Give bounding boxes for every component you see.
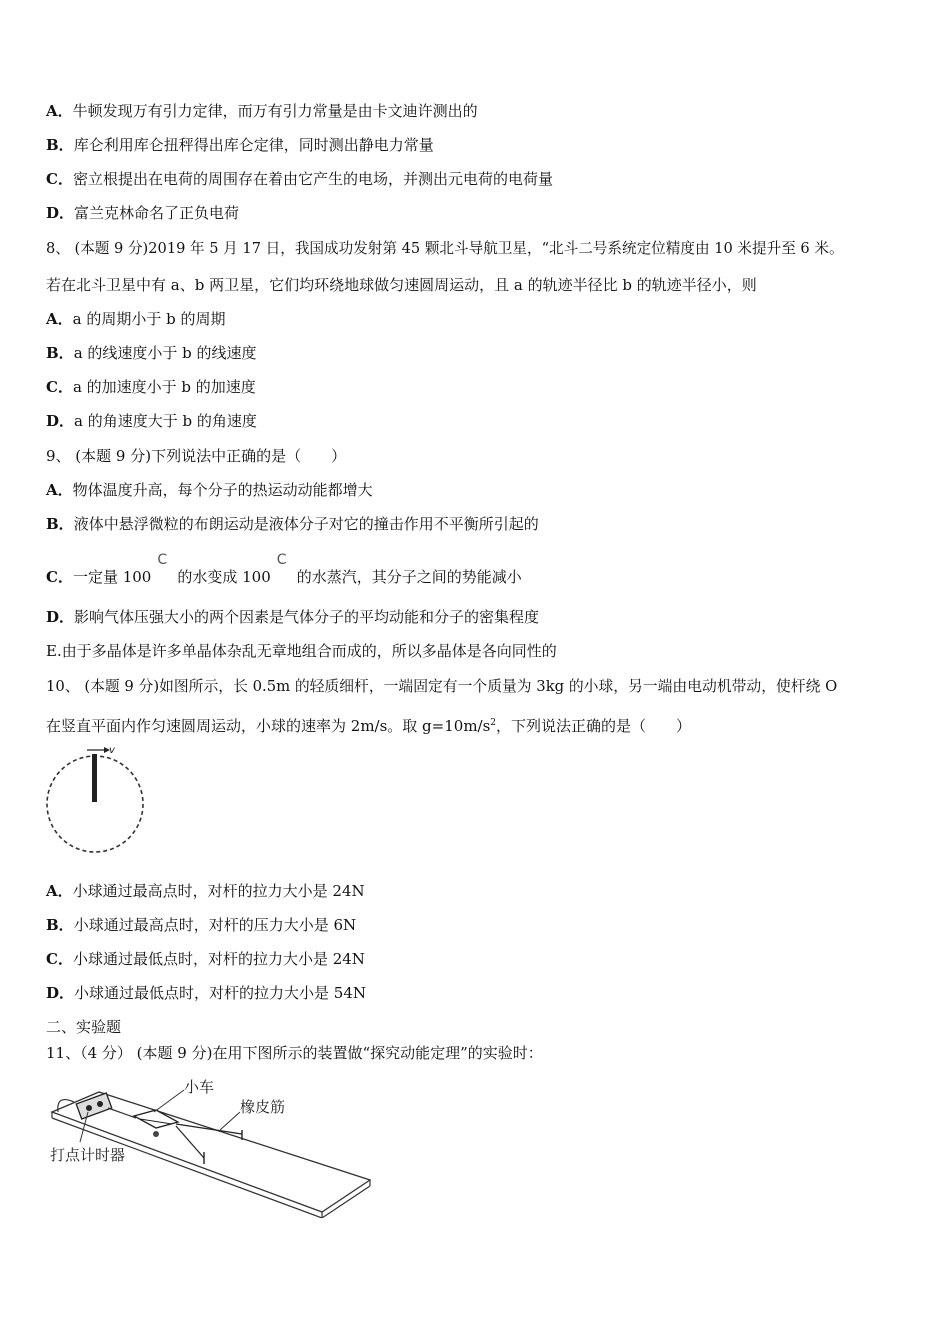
q8-stem-line2: 若在北斗卫星中有 a、b 两卫星，它们均环绕地球做匀速圆周运动，且 a 的轨迹半径比 b 的轨迹半径小，则 xyxy=(46,276,757,294)
label-dot-timer: 打点计时器 xyxy=(50,1146,126,1164)
q8-option-a: A．a 的周期小于 b 的周期 xyxy=(46,310,226,328)
section-title-experiment: 二、实验题 xyxy=(46,1018,122,1036)
q7-option-c: C．密立根提出在电荷的周围存在着由它产生的电场，并测出元电荷的电荷量 xyxy=(46,170,553,188)
label-rubber-band: 橡皮筋 xyxy=(240,1098,286,1116)
q8-option-c: C．a 的加速度小于 b 的加速度 xyxy=(46,378,256,396)
q10-stem-line2: 在竖直平面内作匀速圆周运动，小球的速率为 2m/s。取 $g=10m/s^2$，下列说法正确的是（ ） xyxy=(46,717,692,735)
q10-stem-line1: 10、 (本题 9 分)如图所示，长 0.5m 的轻质细杆，一端固定有一个质量为 3kg 的小球，另一端由电动机带动，使杆绕 O xyxy=(46,678,838,695)
q10-option-d: D．小球通过最低点时，对杆的拉力大小是 54N xyxy=(46,984,366,1002)
q8-option-b: B．a 的线速度小于 b 的线速度 xyxy=(46,344,257,362)
q7-option-a: A．牛顿发现万有引力定律，而万有引力常量是由卡文迪许测出的 xyxy=(46,102,478,120)
q9-option-a: A．物体温度升高，每个分子的热运动动能都增大 xyxy=(46,481,373,499)
timer-part xyxy=(86,1105,92,1111)
q9-option-c: C．一定量 100 C 的水变成 100 C 的水蒸汽，其分子之间的势能减小 xyxy=(46,552,522,586)
velocity-label: v xyxy=(109,745,115,756)
q9-stem: 9、 (本题 9 分)下列说法中正确的是（ ） xyxy=(46,447,347,465)
q9-option-e: E.由于多晶体是许多单晶体杂乱无章地组合而成的，所以多晶体是各向同性的 xyxy=(46,642,557,660)
q9-option-b: B．液体中悬浮微粒的布朗运动是液体分子对它的撞击作用不平衡所引起的 xyxy=(46,515,539,533)
leader-line-cart xyxy=(154,1090,184,1112)
q8-option-d: D．a 的角速度大于 b 的角速度 xyxy=(46,412,257,430)
kinetic-energy-apparatus-figure xyxy=(44,1072,376,1218)
q7-option-d: D．富兰克林命名了正负电荷 xyxy=(46,204,240,222)
q9-option-d: D．影响气体压强大小的两个因素是气体分子的平均动能和分子的密集程度 xyxy=(46,608,540,626)
q7-option-b: B．库仑利用库仑扭秤得出库仑定律，同时测出静电力常量 xyxy=(46,136,434,154)
leader-line-rubber xyxy=(220,1112,240,1130)
cart-wheel xyxy=(153,1131,159,1137)
q8-stem-line1: 8、 (本题 9 分)2019 年 5 月 17 日，我国成功发射第 45 颗北斗导航卫星，“北斗二号系统定位精度由 10 米提升至 6 米。 xyxy=(46,240,844,257)
degree-celsius-symbol: C xyxy=(276,552,287,568)
label-cart: 小车 xyxy=(184,1078,215,1096)
circular-motion-figure xyxy=(44,744,150,856)
q10-option-a: A．小球通过最高点时，对杆的拉力大小是 24N xyxy=(46,882,365,900)
q10-option-c: C．小球通过最低点时，对杆的拉力大小是 24N xyxy=(46,950,365,968)
q10-option-b: B．小球通过最高点时，对杆的压力大小是 6N xyxy=(46,916,357,934)
timer-part xyxy=(97,1101,103,1107)
rod xyxy=(92,754,97,802)
q11-stem: 11、（4 分） (本题 9 分)在用下图所示的装置做“探究动能定理”的实验时： xyxy=(46,1044,543,1062)
degree-celsius-symbol: C xyxy=(157,552,168,568)
